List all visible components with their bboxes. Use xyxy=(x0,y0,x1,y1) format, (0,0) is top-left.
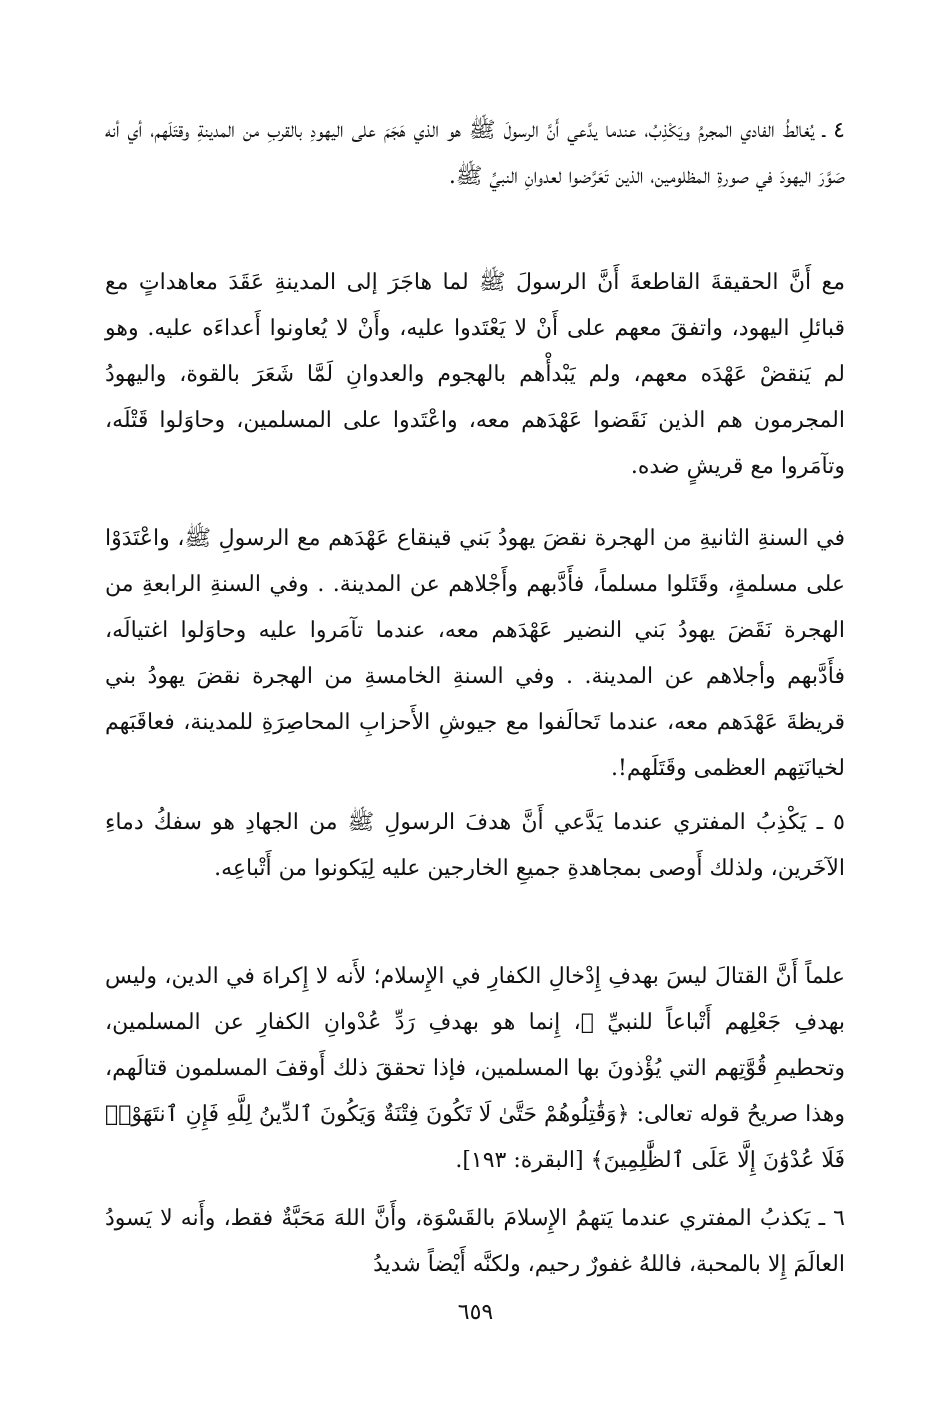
paragraph-text: علماً أَنَّ القتالَ ليسَ بهدفِ إِدْخالِ الكفارِ في الإِسلام؛ لأَنه لا إِكراهَ في الدين، وليس بهدفِ جَعْلِهم أَتْباعاً للنبيِّ ﷺ، إِنما هو بهدفِ رَدِّ عُدْوانِ الكفارِ عن المسلمين، وتحطيمِ قُوَّتِهم التي يُؤْذونَ بها المسلمين، فإذا تحققَ ذلك أَوقفَ المسلمون قتالَهم، وهذا صريحُ قوله تعالى: ﴿وَقَٰتِلُوهُمْ حَتَّىٰ لَا تَكُونَ فِتْنَةٌ وَيَكُونَ ٱلدِّينُ لِلَّهِ فَإِنِ ٱنتَهَوْا۟ فَلَا عُدْوَٰنَ إِلَّا عَلَى ٱلظَّٰلِمِينَ﴾ [البقرة: ١٩٣]. xyxy=(105,964,845,1173)
page-body xyxy=(0,108,951,1288)
paragraph-text: مع أَنَّ الحقيقةَ القاطعةَ أَنَّ الرسولَ ﷺ لما هاجَرَ إلى المدينةِ عَقَدَ معاهداتٍ مع قبائلِ اليهود، واتفقَ معهم على أَنْ لا يَعْتَدوا عليه، وأَنْ لا يُعاونوا أَعداءَه عليه. وهو لم يَنقضْ عَهْدَه معهم، ولم يَبْدأْهم بالهجوم والعدوانِ لَمَّا شَعَرَ بالقوة، واليهودُ المجرمون هم الذين نَقَضوا عَهْدَهم معه، واعْتَدوا على المسلمين، وحاوَلوا قَتْلَه، وتآمَروا مع قريشٍ ضده. xyxy=(105,270,845,479)
page-number: ٦٥٩ xyxy=(457,1300,494,1325)
paragraph-6 xyxy=(105,1196,845,1288)
paragraph-2 xyxy=(105,260,845,490)
paragraph-4 xyxy=(105,800,845,892)
paragraph-text: ٤ ـ يُغالطُ الفادي المجرمُ ويَكْذِبُ، عندما يدَّعي أَنَّ الرسولَ ﷺ هو الذي هَجَمَ على اليهودِ بالقربِ من المدينةِ وقتَلَهم، أي أنه صَوَّرَ اليهودَ في صورةِ المظلومين، الذين تَعَرَّضوا لعدوانِ النبيِّ ﷺ. xyxy=(105,118,845,189)
paragraph-3 xyxy=(105,516,845,792)
paragraph-1 xyxy=(105,108,845,200)
paragraph-text: ٦ ـ يَكذبُ المفتري عندما يَتهمُ الإِسلامَ بالقَسْوَة، وأَنَّ اللهَ مَحَبَّةٌ فقط، وأَنه لا يَسودُ العالَمَ إِلا بالمحبة، فاللهُ غفورٌ رحيم، ولكنَّه أَيْضاً شديدُ xyxy=(105,1206,845,1277)
paragraph-5 xyxy=(105,954,845,1184)
paragraph-text: ٥ ـ يَكْذِبُ المفتري عندما يَدَّعي أَنَّ هدفَ الرسولِ ﷺ من الجهادِ هو سفكُ دماءِ الآخَرين، ولذلك أَوصى بمجاهدةِ جميعِ الخارجين عليه لِيَكونوا من أَتْباعِه. xyxy=(105,810,845,881)
paragraph-text: في السنةِ الثانيةِ من الهجرة نقضَ يهودُ بَني قينقاع عَهْدَهم مع الرسولِ ﷺ، واعْتَدَوْا على مسلمةٍ، وقَتَلوا مسلماً، فأَدَّبهم وأَجْلاهم عن المدينة. . وفي السنةِ الرابعةِ من الهجرة نَقَضَ يهودُ بَني النضير عَهْدَهم معه، عندما تآمَروا عليه وحاوَلوا اغتيالَه، فأَدَّبهم وأجلاهم عن المدينة. . وفي السنةِ الخامسةِ من الهجرة نقضَ يهودُ بني قريظةَ عَهْدَهم معه، عندما تَحالَفوا مع جيوشِ الأَحزابِ المحاصِرَةِ للمدينة، فعاقَبَهم لخيانَتِهم العظمى وقَتَلَهم!. xyxy=(105,526,845,781)
